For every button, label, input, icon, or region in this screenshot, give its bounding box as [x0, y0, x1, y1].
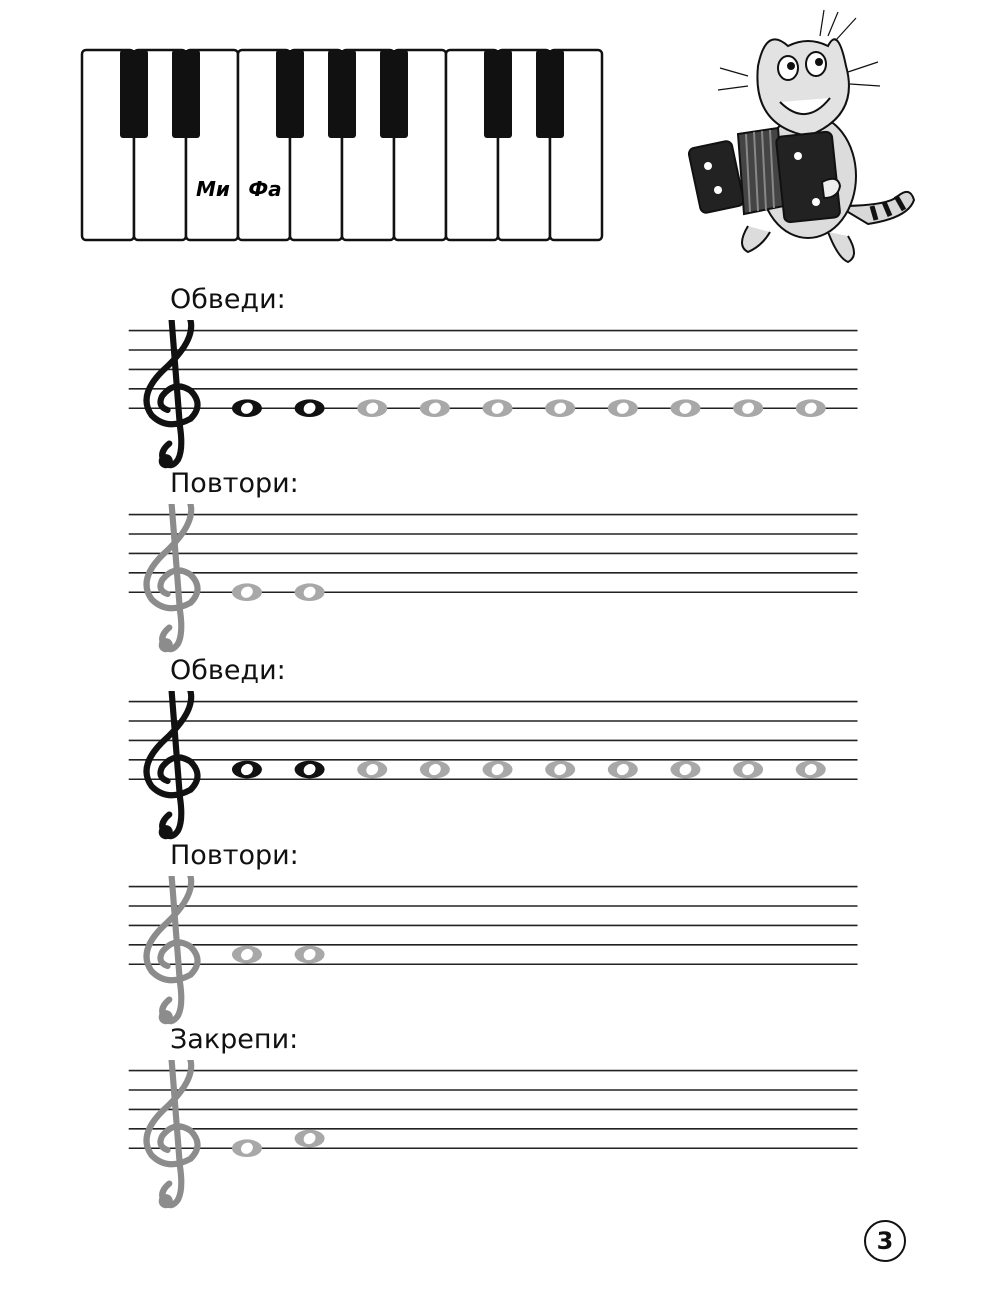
whole-note: [232, 1139, 262, 1157]
section-title: Повтори:: [170, 840, 299, 871]
piano-black-key: [276, 50, 304, 138]
section-title: Обведи:: [170, 655, 286, 686]
whole-note: [670, 399, 700, 417]
whole-note: [483, 399, 513, 417]
treble-clef-icon: [147, 320, 198, 465]
treble-clef-dot: [159, 1194, 173, 1208]
piano-black-key: [380, 50, 408, 138]
treble-clef-dot: [159, 1010, 173, 1024]
whole-note: [357, 399, 387, 417]
page-number: 3: [864, 1220, 906, 1262]
piano-black-key: [120, 50, 148, 138]
piano-black-key: [536, 50, 564, 138]
treble-clef-icon: [147, 876, 198, 1021]
music-staff: [76, 876, 912, 1026]
treble-clef-icon: [147, 504, 198, 649]
key-label-mi: Ми: [196, 177, 230, 201]
whole-note: [545, 399, 575, 417]
whole-note: [295, 761, 325, 779]
whole-note: [295, 1130, 325, 1148]
whole-note: [670, 761, 700, 779]
whole-note: [232, 946, 262, 964]
music-staff: [76, 320, 912, 470]
whole-note: [232, 583, 262, 601]
section-title: Закрепи:: [170, 1024, 299, 1055]
cat-accordion-illustration: [688, 6, 926, 268]
piano-black-key: [172, 50, 200, 138]
piano-keyboard: [80, 48, 606, 242]
treble-clef-icon: [147, 1060, 198, 1205]
key-label-fa: Фа: [248, 177, 282, 201]
music-staff: [76, 504, 912, 654]
section-title: Обведи:: [170, 284, 286, 315]
whole-note: [295, 399, 325, 417]
whole-note: [608, 761, 638, 779]
whole-note: [733, 761, 763, 779]
music-staff: [76, 1060, 912, 1210]
music-staff: [76, 691, 912, 841]
whole-note: [733, 399, 763, 417]
whole-note: [483, 761, 513, 779]
treble-clef-icon: [147, 691, 198, 836]
treble-clef-dot: [159, 825, 173, 839]
piano-black-key: [484, 50, 512, 138]
whole-note: [545, 761, 575, 779]
whole-note: [796, 399, 826, 417]
whole-note: [232, 761, 262, 779]
treble-clef-dot: [159, 638, 173, 652]
whole-note: [295, 583, 325, 601]
whole-note: [420, 761, 450, 779]
whole-note: [232, 399, 262, 417]
whole-note: [295, 946, 325, 964]
piano-black-key: [328, 50, 356, 138]
whole-note: [608, 399, 638, 417]
whole-note: [357, 761, 387, 779]
treble-clef-dot: [159, 454, 173, 468]
whole-note: [420, 399, 450, 417]
section-title: Повтори:: [170, 468, 299, 499]
whole-note: [796, 761, 826, 779]
